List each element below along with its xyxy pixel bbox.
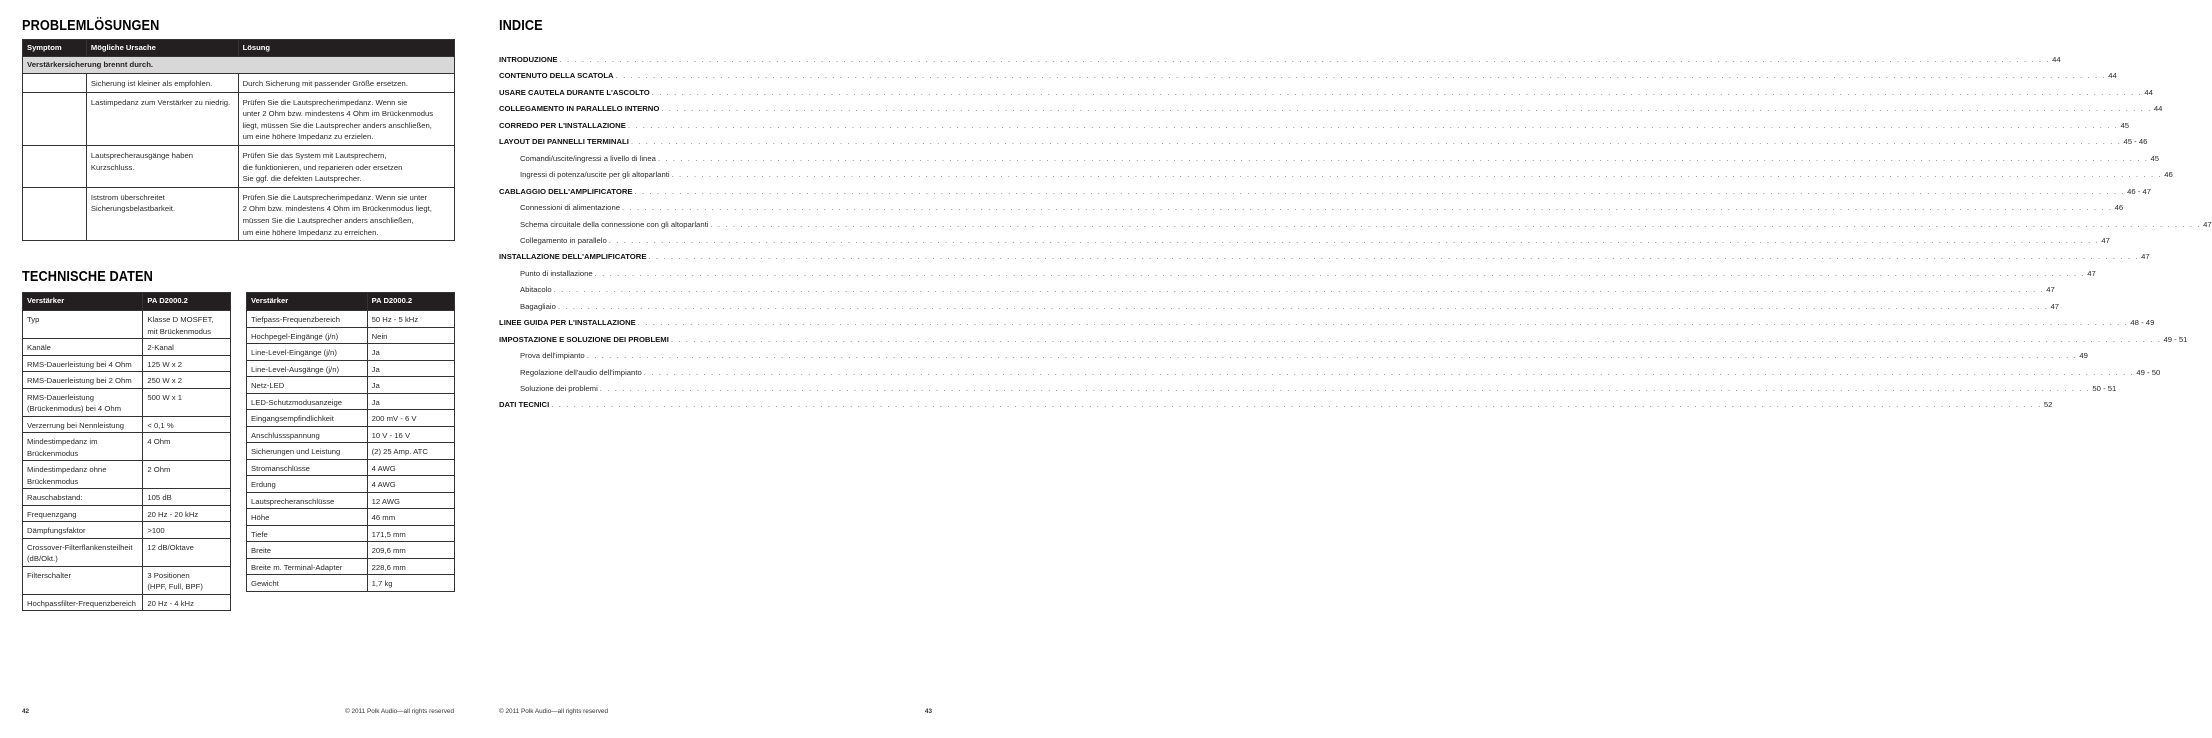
spec-label: Line-Level-Eingänge (j/n): [247, 344, 368, 361]
toc-label: DATI TECNICI: [499, 400, 550, 410]
spec-value: 12 AWG: [367, 492, 454, 509]
toc-subentry[interactable]: [520, 384, 2117, 396]
toc-subentry[interactable]: [520, 367, 2161, 380]
category-label: Verstärkersicherung brennt durch.: [23, 57, 455, 74]
spec-label: Crossover-Filterflankensteilheit (dB/Okt.): [23, 538, 143, 566]
spec-label: Mindestimpedanz im Brückenmodus: [23, 433, 143, 461]
toc-entry[interactable]: [499, 186, 2152, 199]
spec-value: 4 AWG: [367, 459, 454, 476]
toc-leader-dots: . . . . . . . . . . . . . . . . . . . . . . . . . . . . . . . . . . . . . . . . . . . . . . . . . . . . . . . . . . . . . . . . . . . . . . . . . . . . . . . . . . . . . . . . . . . . . . . . . . . . . . . . . . . . . . . . . . . . . . . . . . . . . . . . . . . . . . . . . . . . . . . . . . . . . . . . . . . . . . . . . . . . . . . . . . . . . . . . . . . . . . . . . . . . . . . . . . . . . . . .: [608, 235, 2100, 245]
spec-value: 4 Ohm: [143, 433, 231, 461]
symptom-cell: [23, 187, 87, 240]
toc-page-number: 44: [2153, 104, 2163, 114]
spec-label: Sicherungen und Leistung: [247, 443, 368, 460]
spec-label: Anschlussspannung: [247, 426, 368, 443]
spec-row: [247, 459, 455, 476]
spec-row: [23, 594, 231, 611]
spec-value: 200 mV - 6 V: [367, 410, 454, 427]
page-number-left: 42: [22, 708, 30, 715]
spec-label: Verzerrung bei Nennleistung: [23, 416, 143, 433]
header-solution: Lösung: [238, 40, 454, 57]
spec-label: Dämpfungsfaktor: [23, 522, 143, 539]
spec-row: [247, 509, 455, 526]
spec-value: Ja: [367, 377, 454, 394]
symptom-cell: [23, 74, 87, 93]
spec-value: 12 dB/Oktave: [143, 538, 231, 566]
spec-value: 125 W x 2: [143, 355, 231, 372]
spec-label: Hochpegel-Eingänge (j/n): [247, 327, 368, 344]
toc-label: Punto di installazione: [520, 268, 593, 278]
spec-label: Breite m. Terminal-Adapter: [247, 558, 368, 575]
specs-title: TECHNISCHE DATEN: [22, 269, 153, 285]
spec-row: [247, 377, 455, 394]
spec-row: [23, 433, 231, 461]
solution-cell: Durch Sicherung mit passender Größe ersetzen.: [238, 74, 454, 93]
toc-leader-dots: . . . . . . . . . . . . . . . . . . . . . . . . . . . . . . . . . . . . . . . . . . . . . . . . . . . . . . . . . . . . . . . . . . . . . . . . . . . . . . . . . . . . . . . . . . . . . . . . . . . . . . . . . . . . . . . . . . . . . . . . . . . . . . . . . . . . . . . . . . . . . . . . . . . . . . . . . . . . . . . . . . . . . . . . . . . . . . . . . . . . . . . . . . . . . . . . . . . . . . . .: [627, 120, 2119, 130]
toc-subentry[interactable]: [520, 170, 2173, 182]
toc-label: Bagagliaio: [520, 301, 556, 311]
spec-label: Erdung: [247, 476, 368, 493]
toc-page-number: 44: [2052, 55, 2061, 64]
toc-entry[interactable]: [499, 252, 2150, 264]
specs-left-header-model: PA D2000.2: [143, 293, 231, 311]
toc-leader-dots: . . . . . . . . . . . . . . . . . . . . . . . . . . . . . . . . . . . . . . . . . . . . . . . . . . . . . . . . . . . . . . . . . . . . . . . . . . . . . . . . . . . . . . . . . . . . . . . . . . . . . . . . . . . . . . . . . . . . . . . . . . . . . . . . . . . . . . . . . . . . . . . . . . . . . . . . . . . . . . . . . . . . . . . . . . . . . . . . . . . . . . . . . . . . . . . . . . . . . . . .: [599, 384, 2091, 393]
toc-page-number: 46: [2164, 170, 2173, 180]
toc-entry[interactable]: [499, 334, 2188, 347]
spec-label: Rauschabstand:: [23, 489, 143, 506]
solution-cell: Prüfen Sie die Lautsprecherimpedanz. Wenn sie unter 2 Ohm bzw. mindestens 4 Ohm im Brückenmodus liegt, müssen Sie die Lautsprecher anders anschließen, um eine höhere Impedanz zu erreichen.: [238, 187, 454, 240]
spec-value: 2 Ohm: [143, 461, 231, 489]
spec-value: 1,7 kg: [367, 575, 454, 592]
toc-leader-dots: . . . . . . . . . . . . . . . . . . . . . . . . . . . . . . . . . . . . . . . . . . . . . . . . . . . . . . . . . . . . . . . . . . . . . . . . . . . . . . . . . . . . . . . . . . . . . . . . . . . . . . . . . . . . . . . . . . . . . . . . . . . . . . . . . . . . . . . . . . . . . . . . . . . . . . . . . . . . . . . . . . . . . . . . . . . . . . . . . . . . . . . . . . . . . . . . . . . . . . . .: [551, 400, 2042, 410]
spec-row: [247, 575, 455, 592]
spec-row: [247, 558, 455, 575]
toc-label: LINEE GUIDA PER L'INSTALLAZIONE: [499, 318, 636, 328]
spec-row: [247, 443, 455, 460]
toc-page-number: 46 - 47: [2127, 186, 2152, 196]
category-row: [23, 57, 455, 74]
toc-entry[interactable]: [499, 55, 2061, 67]
spec-row: [247, 360, 455, 377]
toc-leader-dots: . . . . . . . . . . . . . . . . . . . . . . . . . . . . . . . . . . . . . . . . . . . . . . . . . . . . . . . . . . . . . . . . . . . . . . . . . . . . . . . . . . . . . . . . . . . . . . . . . . . . . . . . . . . . . . . . . . . . . . . . . . . . . . . . . . . . . . . . . . . . . . . . . . . . . . . . . . . . . . . . . . . . . . . . . . . . . . . . . . . . . . . . . . . . . . . . . . . . . . . .: [553, 285, 2045, 295]
spec-row: [247, 327, 455, 344]
spec-value: 500 W x 1: [143, 388, 231, 416]
specs-left-header-row: [23, 293, 231, 311]
toc-leader-dots: . . . . . . . . . . . . . . . . . . . . . . . . . . . . . . . . . . . . . . . . . . . . . . . . . . . . . . . . . . . . . . . . . . . . . . . . . . . . . . . . . . . . . . . . . . . . . . . . . . . . . . . . . . . . . . . . . . . . . . . . . . . . . . . . . . . . . . . . . . . . . . . . . . . . . . . . . . . . . . . . . . . . . . . . . . . . . . . . . . . . . . . . . . . . . . . . . . . . . . . .: [622, 203, 2113, 213]
spec-value: 50 Hz - 5 kHz: [367, 311, 454, 328]
spec-label: RMS-Dauerleistung (Brückenmodus) bei 4 Ohm: [23, 388, 143, 416]
spec-label: Breite: [247, 542, 368, 559]
spec-value: (2) 25 Amp. ATC: [367, 443, 454, 460]
specs-right-header-param: Verstärker: [247, 293, 368, 311]
toc-page-number: 45: [2120, 120, 2129, 130]
copyright-left: © 2011 Polk Audio—all rights reserved: [344, 708, 454, 715]
toc-subentry[interactable]: [520, 219, 2212, 232]
toc-leader-dots: . . . . . . . . . . . . . . . . . . . . . . . . . . . . . . . . . . . . . . . . . . . . . . . . . . . . . . . . . . . . . . . . . . . . . . . . . . . . . . . . . . . . . . . . . . . . . . . . . . . . . . . . . . . . . . . . . . . . . . . . . . . . . . . . . . . . . . . . . . . . . . . . . . . . . . . . . . . . . . . . . . . . . . . . . . . . . . . . . . . . . . . . . . . . . . . . . . . . . . . .: [661, 104, 2152, 114]
toc-label: CORREDO PER L'INSTALLAZIONE: [499, 120, 626, 130]
spec-row: [247, 344, 455, 361]
spec-label: RMS-Dauerleistung bei 4 Ohm: [23, 355, 143, 372]
spec-value: 10 V - 16 V: [367, 426, 454, 443]
spec-value: 20 Hz - 4 kHz: [143, 594, 231, 611]
cause-cell: Lastimpedanz zum Verstärker zu niedrig.: [86, 92, 238, 145]
toc-leader-dots: . . . . . . . . . . . . . . . . . . . . . . . . . . . . . . . . . . . . . . . . . . . . . . . . . . . . . . . . . . . . . . . . . . . . . . . . . . . . . . . . . . . . . . . . . . . . . . . . . . . . . . . . . . . . . . . . . . . . . . . . . . . . . . . . . . . . . . . . . . . . . . . . . . . . . . . . . . . . . . . . . . . . . . . . . . . . . . . . . . . . . . . . . . . . . . . . . . . . . . . .: [557, 301, 2049, 311]
toc-label: Soluzione dei problemi: [520, 384, 598, 393]
toc-label: Collegamento in parallelo: [520, 235, 607, 245]
toc-page-number: 44: [2144, 87, 2153, 97]
spec-label: Line-Level-Ausgänge (j/n): [247, 360, 368, 377]
toc-leader-dots: . . . . . . . . . . . . . . . . . . . . . . . . . . . . . . . . . . . . . . . . . . . . . . . . . . . . . . . . . . . . . . . . . . . . . . . . . . . . . . . . . . . . . . . . . . . . . . . . . . . . . . . . . . . . . . . . . . . . . . . . . . . . . . . . . . . . . . . . . . . . . . . . . . . . . . . . . . . . . . . . . . . . . . . . . . . . . . . . . . . . . . . . . . . . . . . . . . . . . . . .: [630, 137, 2122, 147]
toc-label: LAYOUT DEI PANNELLI TERMINALI: [499, 137, 629, 147]
spec-label: Filterschalter: [23, 566, 143, 594]
toc-leader-dots: . . . . . . . . . . . . . . . . . . . . . . . . . . . . . . . . . . . . . . . . . . . . . . . . . . . . . . . . . . . . . . . . . . . . . . . . . . . . . . . . . . . . . . . . . . . . . . . . . . . . . . . . . . . . . . . . . . . . . . . . . . . . . . . . . . . . . . . . . . . . . . . . . . . . . . . . . . . . . . . . . . . . . . . . . . . . . . . . . . . . . . . . . . . . . . . . . . . . . . . .: [710, 219, 2202, 229]
spec-value: 171,5 mm: [367, 525, 454, 542]
spec-value: 3 Positionen (HPF, Full, BPF): [143, 566, 231, 594]
toc-leader-dots: . . . . . . . . . . . . . . . . . . . . . . . . . . . . . . . . . . . . . . . . . . . . . . . . . . . . . . . . . . . . . . . . . . . . . . . . . . . . . . . . . . . . . . . . . . . . . . . . . . . . . . . . . . . . . . . . . . . . . . . . . . . . . . . . . . . . . . . . . . . . . . . . . . . . . . . . . . . . . . . . . . . . . . . . . . . . . . . . . . . . . . . . . . . . . . . . . . . . . . . .: [586, 351, 2078, 361]
spec-value: Ja: [367, 344, 454, 361]
spec-value: 105 dB: [143, 489, 231, 506]
toc-leader-dots: . . . . . . . . . . . . . . . . . . . . . . . . . . . . . . . . . . . . . . . . . . . . . . . . . . . . . . . . . . . . . . . . . . . . . . . . . . . . . . . . . . . . . . . . . . . . . . . . . . . . . . . . . . . . . . . . . . . . . . . . . . . . . . . . . . . . . . . . . . . . . . . . . . . . . . . . . . . . . . . . . . . . . . . . . . . . . . . . . . . . . . . . . . . . . . . . . . . . . . . .: [648, 252, 2140, 262]
spec-row: [23, 372, 231, 389]
spec-label: Stromanschlüsse: [247, 459, 368, 476]
troubleshooting-row: [23, 92, 455, 145]
toc-label: INSTALLAZIONE DELL'AMPLIFICATORE: [499, 252, 647, 262]
spec-row: [23, 388, 231, 416]
toc-entry[interactable]: [499, 120, 2129, 133]
toc-label: Connessioni di alimentazione: [520, 203, 620, 213]
troubleshooting-title: PROBLEMLÖSUNGEN: [22, 18, 160, 34]
spec-row: [247, 426, 455, 443]
toc-page-number: 47: [2046, 285, 2055, 295]
specs-table-left: [22, 292, 231, 611]
troubleshooting-row: [23, 74, 455, 93]
spec-label: Typ: [23, 311, 143, 339]
spec-row: [23, 355, 231, 372]
toc-label: CONTENUTO DELLA SCATOLA: [499, 71, 614, 81]
toc-label: CABLAGGIO DELL'AMPLIFICATORE: [499, 186, 633, 196]
toc-page-number: 47: [2141, 252, 2150, 262]
troubleshooting-row: [23, 145, 455, 187]
spec-value: 20 Hz - 20 kHz: [143, 505, 231, 522]
spec-row: [247, 476, 455, 493]
spec-row: [23, 505, 231, 522]
spec-value: 250 W x 2: [143, 372, 231, 389]
toc-leader-dots: . . . . . . . . . . . . . . . . . . . . . . . . . . . . . . . . . . . . . . . . . . . . . . . . . . . . . . . . . . . . . . . . . . . . . . . . . . . . . . . . . . . . . . . . . . . . . . . . . . . . . . . . . . . . . . . . . . . . . . . . . . . . . . . . . . . . . . . . . . . . . . . . . . . . . . . . . . . . . . . . . . . . . . . . . . . . . . . . . . . . . . . . . . . . . . . . . . . . . . . .: [594, 268, 2086, 278]
spec-value: Nein: [367, 327, 454, 344]
toc-entry[interactable]: [499, 400, 2053, 412]
spec-label: Lautsprecheranschlüsse: [247, 492, 368, 509]
spec-row: [23, 461, 231, 489]
toc-page-number: 47: [2203, 219, 2212, 229]
cause-cell: Sicherung ist kleiner als empfohlen.: [86, 74, 238, 93]
spec-label: Netz-LED: [247, 377, 368, 394]
spec-row: [247, 410, 455, 427]
toc-page-number: 47: [2050, 301, 2060, 311]
toc-page-number: 44: [2108, 71, 2117, 81]
symptom-cell: [23, 145, 87, 187]
toc-label: COLLEGAMENTO IN PARALLELO INTERNO: [499, 104, 660, 114]
toc-leader-dots: . . . . . . . . . . . . . . . . . . . . . . . . . . . . . . . . . . . . . . . . . . . . . . . . . . . . . . . . . . . . . . . . . . . . . . . . . . . . . . . . . . . . . . . . . . . . . . . . . . . . . . . . . . . . . . . . . . . . . . . . . . . . . . . . . . . . . . . . . . . . . . . . . . . . . . . . . . . . . . . . . . . . . . . . . . . . . . . . . . . . . . . . . . . . . . . . . . . . . . . .: [651, 87, 2143, 97]
toc-entry[interactable]: [499, 87, 2153, 100]
toc-leader-dots: . . . . . . . . . . . . . . . . . . . . . . . . . . . . . . . . . . . . . . . . . . . . . . . . . . . . . . . . . . . . . . . . . . . . . . . . . . . . . . . . . . . . . . . . . . . . . . . . . . . . . . . . . . . . . . . . . . . . . . . . . . . . . . . . . . . . . . . . . . . . . . . . . . . . . . . . . . . . . . . . . . . . . . . . . . . . . . . . . . . . . . . . . . . . . . . . . . . . . . . .: [657, 153, 2149, 163]
spec-value: 228,6 mm: [367, 558, 454, 575]
spec-value: 46 mm: [367, 509, 454, 526]
spec-value: 209,6 mm: [367, 542, 454, 559]
toc-entry[interactable]: [499, 137, 2148, 149]
toc-page-number: 52: [2043, 400, 2053, 410]
spec-label: Höhe: [247, 509, 368, 526]
troubleshooting-table: [22, 39, 455, 241]
spec-row: [247, 393, 455, 410]
spec-row: [23, 566, 231, 594]
spec-label: Hochpassfilter-Frequenzbereich: [23, 594, 143, 611]
toc-leader-dots: . . . . . . . . . . . . . . . . . . . . . . . . . . . . . . . . . . . . . . . . . . . . . . . . . . . . . . . . . . . . . . . . . . . . . . . . . . . . . . . . . . . . . . . . . . . . . . . . . . . . . . . . . . . . . . . . . . . . . . . . . . . . . . . . . . . . . . . . . . . . . . . . . . . . . . . . . . . . . . . . . . . . . . . . . . . . . . . . . . . . . . . . . . . . . . . . . . . . . . . .: [615, 71, 2107, 81]
spec-label: Mindestimpedanz ohne Brückenmodus: [23, 461, 143, 489]
toc-page-number: 47: [2087, 268, 2096, 278]
troubleshooting-header-row: [23, 40, 455, 57]
specs-right-header-model: PA D2000.2: [367, 293, 454, 311]
toc-page-number: 50 - 51: [2092, 384, 2117, 393]
spec-label: Kanäle: [23, 339, 143, 356]
toc-subentry[interactable]: [520, 285, 2055, 297]
toc-label: Schema circuitale della connessione con gli altoparlanti: [520, 219, 709, 229]
spec-row: [23, 522, 231, 539]
spec-row: [23, 538, 231, 566]
header-symptom: Symptom: [23, 40, 87, 57]
toc-subentry[interactable]: [520, 268, 2096, 281]
solution-cell: Prüfen Sie die Lautsprecherimpedanz. Wenn sie unter 2 Ohm bzw. mindestens 4 Ohm im Brückenmodus liegt, müssen Sie die Lautsprecher anders anschließen, um eine höhere Impedanz zu erzielen.: [238, 92, 454, 145]
spec-value: < 0,1 %: [143, 416, 231, 433]
copyright-right: © 2011 Polk Audio—all rights reserved: [499, 708, 609, 715]
toc-label: Abitacolo: [520, 285, 552, 295]
toc-leader-dots: . . . . . . . . . . . . . . . . . . . . . . . . . . . . . . . . . . . . . . . . . . . . . . . . . . . . . . . . . . . . . . . . . . . . . . . . . . . . . . . . . . . . . . . . . . . . . . . . . . . . . . . . . . . . . . . . . . . . . . . . . . . . . . . . . . . . . . . . . . . . . . . . . . . . . . . . . . . . . . . . . . . . . . . . . . . . . . . . . . . . . . . . . . . . . . . . . . . . . . . .: [637, 318, 2129, 328]
spec-value: >100: [143, 522, 231, 539]
cause-cell: Iststrom überschreitet Sicherungsbelastbarkeit.: [86, 187, 238, 240]
toc-subentry[interactable]: [520, 203, 2124, 215]
toc-label: Regolazione dell'audio dell'impianto: [520, 367, 642, 377]
toc-leader-dots: . . . . . . . . . . . . . . . . . . . . . . . . . . . . . . . . . . . . . . . . . . . . . . . . . . . . . . . . . . . . . . . . . . . . . . . . . . . . . . . . . . . . . . . . . . . . . . . . . . . . . . . . . . . . . . . . . . . . . . . . . . . . . . . . . . . . . . . . . . . . . . . . . . . . . . . . . . . . . . . . . . . . . . . . . . . . . . . . . . . . . . . . . . . . . . . . . . . . . . . .: [671, 170, 2163, 180]
toc-label: Comandi/uscite/ingressi a livello di linea: [520, 153, 656, 163]
toc-page-number: 46: [2114, 203, 2124, 213]
index-title: INDICE: [499, 18, 543, 34]
toc-subentry[interactable]: [520, 351, 2088, 363]
toc-leader-dots: . . . . . . . . . . . . . . . . . . . . . . . . . . . . . . . . . . . . . . . . . . . . . . . . . . . . . . . . . . . . . . . . . . . . . . . . . . . . . . . . . . . . . . . . . . . . . . . . . . . . . . . . . . . . . . . . . . . . . . . . . . . . . . . . . . . . . . . . . . . . . . . . . . . . . . . . . . . . . . . . . . . . . . . . . . . . . . . . . . . . . . . . . . . . . . . . . . . . . . . .: [559, 55, 2051, 64]
toc-page-number: 45 - 46: [2123, 137, 2148, 147]
spec-label: Tiefe: [247, 525, 368, 542]
spec-row: [23, 489, 231, 506]
toc-label: INTRODUZIONE: [499, 55, 558, 64]
toc-subentry[interactable]: [520, 301, 2060, 314]
spec-value: Ja: [367, 360, 454, 377]
spec-row: [247, 311, 455, 328]
page-number-right: 43: [924, 708, 932, 715]
spec-value: 2-Kanal: [143, 339, 231, 356]
spec-value: Klasse D MOSFET, mit Brückenmodus: [143, 311, 231, 339]
spec-row: [23, 339, 231, 356]
toc-label: Ingressi di potenza/uscite per gli altoparlanti: [520, 170, 670, 180]
spec-label: Gewicht: [247, 575, 368, 592]
specs-table-right: [246, 292, 455, 592]
toc-page-number: 49 - 50: [2136, 367, 2161, 377]
header-cause: Mögliche Ursache: [86, 40, 238, 57]
symptom-cell: [23, 92, 87, 145]
toc-subentry[interactable]: [520, 153, 2160, 166]
toc-entry[interactable]: [499, 318, 2155, 330]
toc-page-number: 45: [2150, 153, 2160, 163]
spec-row: [247, 542, 455, 559]
spec-row: [247, 525, 455, 542]
troubleshooting-row: [23, 187, 455, 240]
spec-row: [247, 492, 455, 509]
toc-leader-dots: . . . . . . . . . . . . . . . . . . . . . . . . . . . . . . . . . . . . . . . . . . . . . . . . . . . . . . . . . . . . . . . . . . . . . . . . . . . . . . . . . . . . . . . . . . . . . . . . . . . . . . . . . . . . . . . . . . . . . . . . . . . . . . . . . . . . . . . . . . . . . . . . . . . . . . . . . . . . . . . . . . . . . . . . . . . . . . . . . . . . . . . . . . . . . . . . . . . . . . . .: [670, 334, 2162, 344]
toc-entry[interactable]: [499, 104, 2163, 116]
toc-label: Prova dell'impianto: [520, 351, 585, 361]
toc-page-number: 49 - 51: [2163, 334, 2188, 344]
spec-row: [23, 416, 231, 433]
spec-label: RMS-Dauerleistung bei 2 Ohm: [23, 372, 143, 389]
cause-cell: Lautsprecherausgänge haben Kurzschluss.: [86, 145, 238, 187]
toc-entry[interactable]: [499, 71, 2117, 83]
solution-cell: Prüfen Sie das System mit Lautsprechern, die funktionieren, und reparieren oder ersetzen Sie ggf. die defekten Lautsprecher.: [238, 145, 454, 187]
toc-label: IMPOSTAZIONE E SOLUZIONE DEI PROBLEMI: [499, 334, 669, 344]
toc-page-number: 48 - 49: [2130, 318, 2155, 328]
toc-page-number: 49: [2079, 351, 2088, 361]
spec-row: [23, 311, 231, 339]
spec-label: Eingangsempfindlichkeit: [247, 410, 368, 427]
toc-subentry[interactable]: [520, 235, 2110, 248]
specs-right-header-row: [247, 293, 455, 311]
spec-value: 4 AWG: [367, 476, 454, 493]
toc-leader-dots: . . . . . . . . . . . . . . . . . . . . . . . . . . . . . . . . . . . . . . . . . . . . . . . . . . . . . . . . . . . . . . . . . . . . . . . . . . . . . . . . . . . . . . . . . . . . . . . . . . . . . . . . . . . . . . . . . . . . . . . . . . . . . . . . . . . . . . . . . . . . . . . . . . . . . . . . . . . . . . . . . . . . . . . . . . . . . . . . . . . . . . . . . . . . . . . . . . . . . . . .: [634, 186, 2126, 196]
spec-label: LED-Schutzmodusanzeige: [247, 393, 368, 410]
spec-value: Ja: [367, 393, 454, 410]
spec-label: Tiefpass-Frequenzbereich: [247, 311, 368, 328]
spec-label: Frequenzgang: [23, 505, 143, 522]
toc-page-number: 47: [2101, 235, 2110, 245]
toc-leader-dots: . . . . . . . . . . . . . . . . . . . . . . . . . . . . . . . . . . . . . . . . . . . . . . . . . . . . . . . . . . . . . . . . . . . . . . . . . . . . . . . . . . . . . . . . . . . . . . . . . . . . . . . . . . . . . . . . . . . . . . . . . . . . . . . . . . . . . . . . . . . . . . . . . . . . . . . . . . . . . . . . . . . . . . . . . . . . . . . . . . . . . . . . . . . . . . . . . . . . . . . .: [643, 367, 2135, 377]
toc-label: USARE CAUTELA DURANTE L'ASCOLTO: [499, 87, 650, 97]
specs-left-header-param: Verstärker: [23, 293, 143, 311]
